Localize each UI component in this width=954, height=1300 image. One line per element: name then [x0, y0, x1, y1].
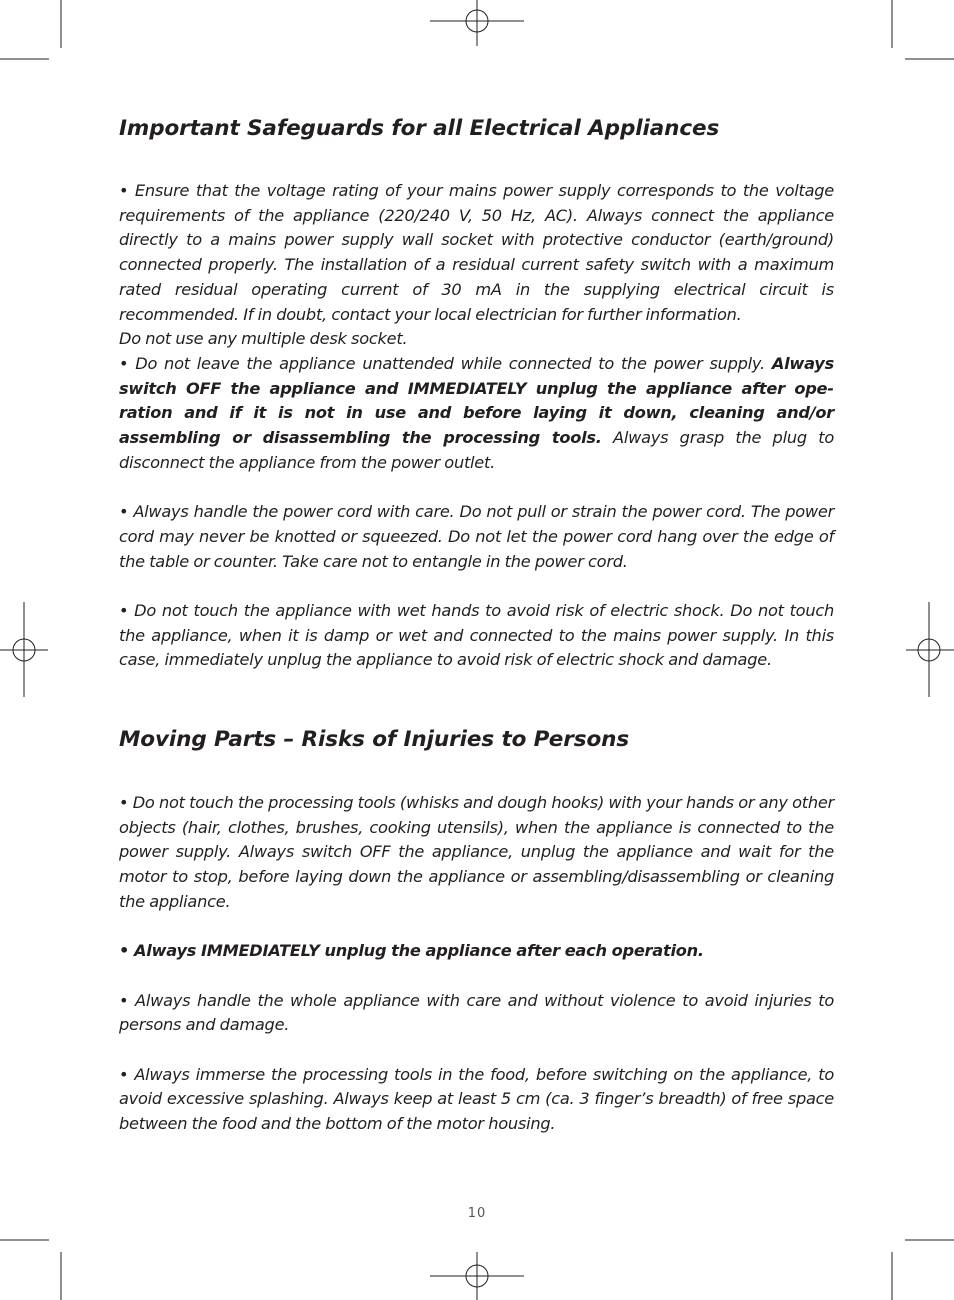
page-content [119, 112, 834, 1137]
unattended-plug-text: Always grasp the plug to disconnect the appliance from the power outlet. [119, 428, 834, 472]
paragraph-voltage: • Ensure that the voltage rating of your mains power supply corresponds to the voltage requirements of the appliance (220/240 V, 50 Hz, AC). Always connect the appliance directly to a mains power supply wall socket with protective conductor (earth/ground) connected properly. The installation of a residual current safety switch with a maximum rated residual operating current of 30 mA in the supplying electrical circuit is recommended. If in doubt, contact your local electrician for further information. [119, 181, 834, 324]
paragraph-socket: Do not use any multiple desk socket. [119, 329, 408, 349]
paragraph-unattended [119, 352, 834, 476]
paragraph-power-cord: • Always handle the power cord with care. Do not pull or strain the power cord. The power cord may never be knotted or squeezed. Do not let the power cord hang over the edge of the table or counter. Take care not to entangle in the power cord. [119, 502, 834, 571]
paragraph-handle-care: • Always handle the whole appliance with care and without violence to avoid injuries to persons and damage. [119, 990, 834, 1035]
section-title-safeguards: Important Safeguards for all Electrical Appliances [119, 116, 720, 141]
paragraph-immerse-tools: • Always immerse the processing tools in the food, before switching on the appliance, to avoid excessive splashing. Always keep at least 5 cm (ca. 3 finger’s breadth) of free space between the food and the bottom of the motor housing. [119, 1064, 834, 1134]
unplug-warning: • Always IMMEDIATELY unplug the appliance after each operation. [119, 941, 704, 961]
page-number: 10 [467, 1206, 487, 1221]
paragraph-processing-tools: • Do not touch the processing tools (whisks and dough hooks) with your hands or any other objects (hair, clothes, brushes, cooking utensils), when the appliance is connected to the power supply. Always switch OFF the appliance, unplug the appliance and wait for the motor to stop, before laying down the appliance or assembling/disassembling or cleaning the appliance. [119, 793, 834, 911]
unattended-text: • Do not leave the appliance unattended while connected to the power supply. [119, 353, 772, 373]
paragraph-wet-hands: • Do not touch the appliance with wet hands to avoid risk of electric shock. Do not touch the appliance, when it is damp or wet and connected to the mains power supply. In this case, immediately unplug the appliance to avoid risk of electric shock and damage. [119, 600, 834, 670]
paragraph-unplug-warning [119, 939, 834, 964]
unattended-warning: Always switch OFF the appliance and IMMEDIATELY unplug the appliance after operation and if it is not in use and before laying it down, cleaning and/or assembling or disassembling the processing tools. [119, 353, 834, 448]
section-title-moving-parts: Moving Parts – Risks of Injuries to Persons [119, 727, 630, 753]
